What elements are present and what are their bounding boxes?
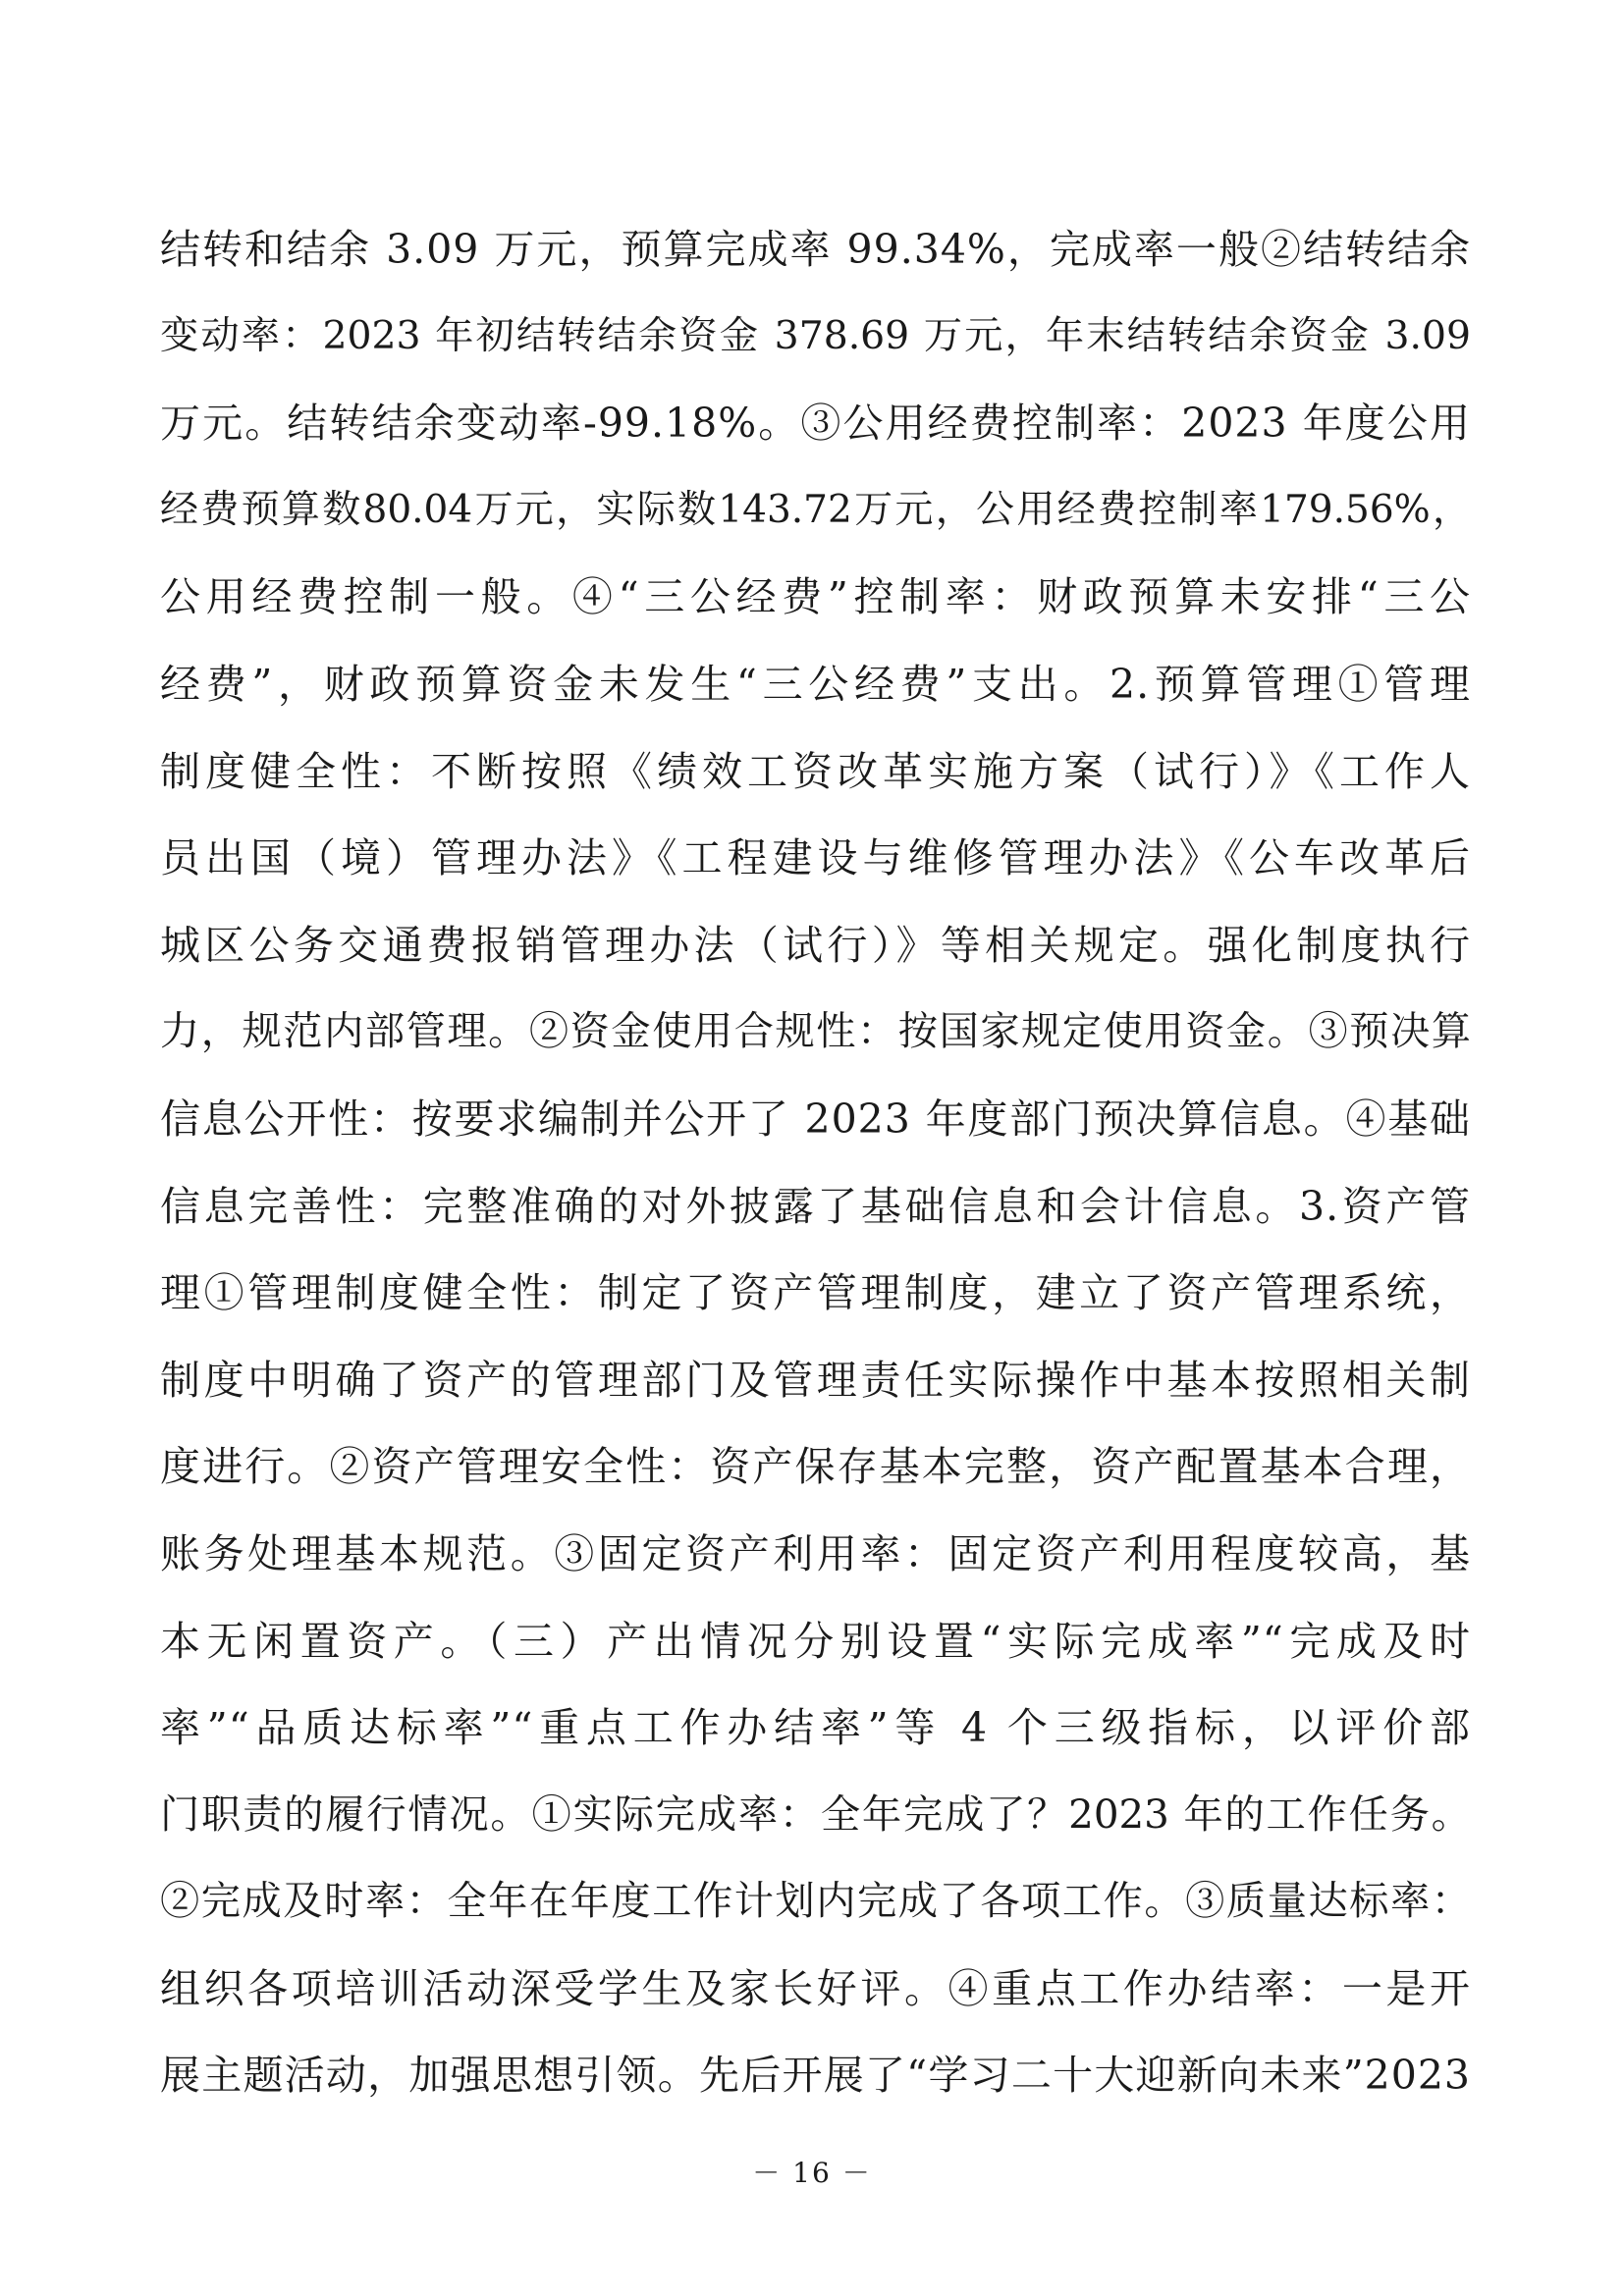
text-line: 力，规范内部管理。②资金使用合规性：按国家规定使用资金。③预决算 <box>160 1009 1471 1055</box>
text-line: 制度中明确了资产的管理部门及管理责任实际操作中基本按照相关制 <box>160 1356 1471 1404</box>
text-line: 账务处理基本规范。③固定资产利用率：固定资产利用程度较高，基 <box>160 1529 1471 1577</box>
text-line: 变动率：2023 年初结转结余资金 378.69 万元，年末结转结余资金 3.09 <box>160 313 1471 358</box>
text-line: 结转和结余 3.09 万元，预算完成率 99.34%，完成率一般②结转结余 <box>160 226 1471 273</box>
text-line: 门职责的履行情况。①实际完成率：全年完成了？2023 年的工作任务。 <box>160 1790 1471 1838</box>
text-line: 信息完善性：完整准确的对外披露了基础信息和会计信息。3.资产管 <box>160 1182 1471 1230</box>
text-line: 组织各项培训活动深受学生及家长好评。④重点工作办结率：一是开 <box>160 1964 1471 2012</box>
text-line: 率”“品质达标率”“重点工作办结率”等 4 个三级指标，以评价部 <box>160 1704 1471 1752</box>
text-line: 万元。结转结余变动率-99.18%。③公用经费控制率：2023 年度公用 <box>160 400 1471 448</box>
text-line: 度进行。②资产管理安全性：资产保存基本完整，资产配置基本合理， <box>160 1443 1471 1491</box>
text-line: 经费”，财政预算资金未发生“三公经费”支出。2.预算管理①管理 <box>160 660 1471 708</box>
text-line: 信息公开性：按要求编制并公开了 2023 年度部门预决算信息。④基础 <box>160 1095 1471 1143</box>
text-line: 展主题活动，加强思想引领。先后开展了“学习二十大迎新向未来”2023 <box>160 2052 1471 2100</box>
body-text <box>160 214 1471 2127</box>
page-number: － 16 － <box>752 2157 872 2189</box>
text-line: 公用经费控制一般。④“三公经费”控制率：财政预算未安排“三公 <box>160 573 1471 621</box>
text-line: 理①管理制度健全性：制定了资产管理制度，建立了资产管理系统， <box>160 1269 1471 1317</box>
text-line: 经费预算数80.04万元，实际数143.72万元，公用经费控制率179.56%， <box>160 487 1471 532</box>
text-line: ②完成及时率：全年在年度工作计划内完成了各项工作。③质量达标率： <box>160 1879 1471 1925</box>
text-line: 员出国（境）管理办法》《工程建设与维修管理办法》《公车改革后 <box>160 834 1471 882</box>
text-line: 制度健全性：不断按照《绩效工资改革实施方案（试行）》《工作人 <box>160 747 1471 795</box>
text-line: 城区公务交通费报销管理办法（试行）》等相关规定。强化制度执行 <box>160 921 1471 969</box>
text-line: 本无闲置资产。（三）产出情况分别设置“实际完成率”“完成及时 <box>160 1617 1471 1665</box>
